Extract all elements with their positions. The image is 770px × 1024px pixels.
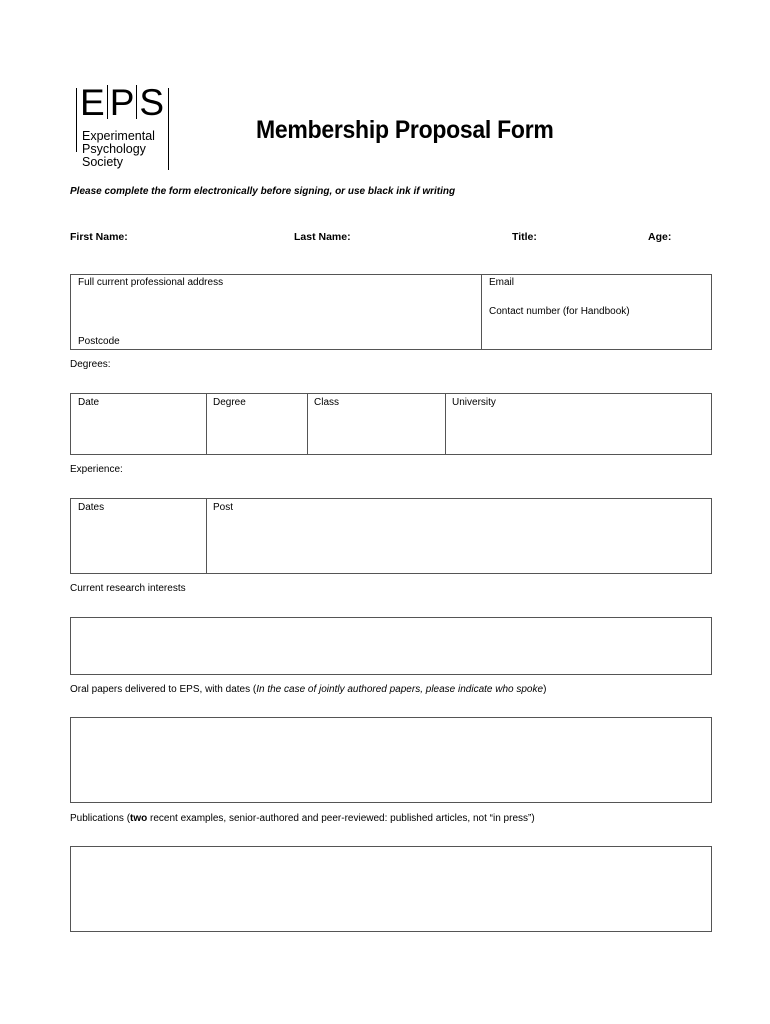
eps-logo	[76, 84, 172, 170]
experience-label: Experience:	[70, 464, 123, 475]
logo-separator	[107, 85, 108, 119]
publications-label	[70, 813, 535, 824]
last-name-label: Last Name:	[294, 231, 351, 243]
oral-papers-label	[70, 684, 546, 695]
experience-col-dates: Dates	[78, 502, 105, 513]
logo-letter-p: P	[109, 82, 135, 123]
postcode-label: Postcode	[78, 336, 120, 347]
logo-line: Psychology	[82, 142, 146, 156]
form-title: Membership Proposal Form	[256, 116, 554, 144]
logo-line: Society	[82, 155, 123, 169]
logo-right-rule	[168, 88, 169, 170]
age-label: Age:	[648, 231, 672, 243]
publications-box[interactable]	[70, 846, 712, 932]
oral-papers-text: Oral papers delivered to EPS, with dates (	[70, 684, 257, 695]
degrees-col-university: University	[452, 397, 496, 408]
address-divider	[481, 275, 482, 349]
degrees-table[interactable]	[70, 393, 712, 455]
logo-society-name	[82, 130, 155, 169]
degrees-divider	[445, 394, 446, 454]
logo-left-rule	[76, 88, 77, 152]
degrees-divider	[307, 394, 308, 454]
address-box[interactable]	[70, 274, 712, 350]
logo-separator	[136, 85, 137, 119]
instructions-text: Please complete the form electronically before signing, or use black ink if writing	[70, 186, 456, 197]
logo-letters	[80, 84, 164, 122]
degrees-col-degree: Degree	[213, 397, 246, 408]
logo-letter-e: E	[80, 82, 105, 123]
first-name-label: First Name:	[70, 231, 128, 243]
publications-text-end: recent examples, senior-authored and peer-reviewed: published articles, not “in press”)	[147, 813, 535, 824]
title-label: Title:	[512, 231, 537, 243]
degrees-col-class: Class	[314, 397, 340, 408]
publications-text-bold: two	[130, 813, 148, 824]
logo-letter-s: S	[139, 82, 165, 123]
email-label: Email	[489, 277, 515, 288]
contact-number-label: Contact number (for Handbook)	[489, 306, 630, 317]
research-interests-label: Current research interests	[70, 583, 186, 594]
degrees-label: Degrees:	[70, 359, 111, 370]
publications-text-start: Publications (	[70, 813, 131, 824]
research-interests-box[interactable]	[70, 617, 712, 675]
experience-table[interactable]	[70, 498, 712, 574]
oral-papers-box[interactable]	[70, 717, 712, 803]
degrees-col-date: Date	[78, 397, 100, 408]
experience-col-post: Post	[213, 502, 234, 513]
experience-divider	[206, 499, 207, 573]
address-label: Full current professional address	[78, 277, 224, 288]
degrees-divider	[206, 394, 207, 454]
oral-papers-close: )	[543, 684, 547, 695]
logo-line: Experimental	[82, 129, 155, 143]
oral-papers-note: In the case of jointly authored papers, please indicate who spoke	[256, 684, 544, 695]
